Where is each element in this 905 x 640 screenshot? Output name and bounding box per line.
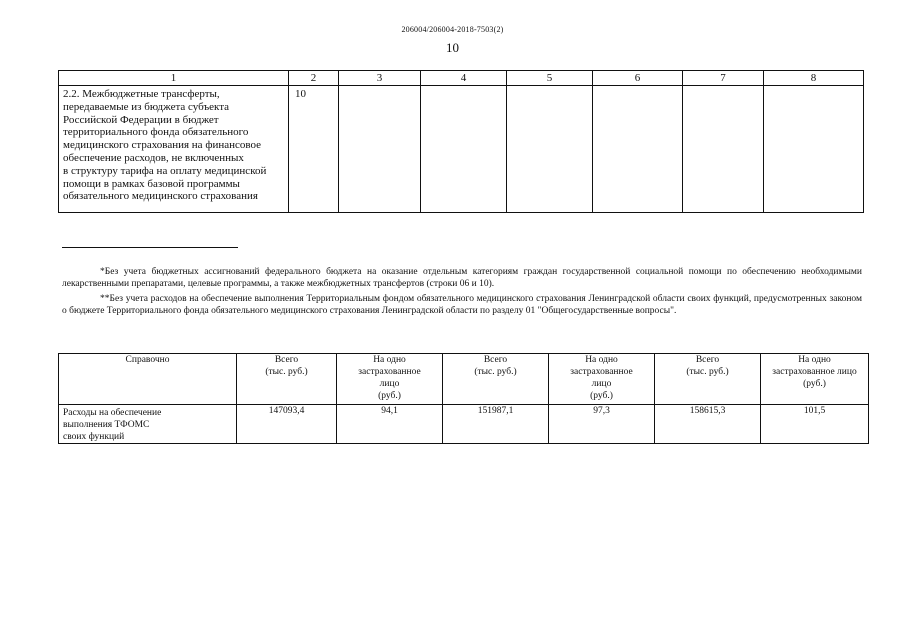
header-line: (руб.) <box>803 379 826 389</box>
table-row <box>59 86 864 213</box>
value-cell: 151987,1 <box>443 405 549 444</box>
reference-header <box>337 354 443 405</box>
header-line: На одно <box>585 355 618 365</box>
label-line: своих функций <box>63 432 125 442</box>
column-header: 8 <box>764 71 864 86</box>
column-header: 2 <box>289 71 339 86</box>
reference-header <box>761 354 869 405</box>
column-header: 1 <box>59 71 289 86</box>
table-cell <box>764 86 864 213</box>
table-cell <box>683 86 764 213</box>
header-line: застрахованное <box>358 367 421 377</box>
header-line: Всего <box>695 355 720 365</box>
header-line: (руб.) <box>378 391 401 401</box>
value-cell: 158615,3 <box>655 405 761 444</box>
footnote-1: *Без учета бюджетных ассигнований федерального бюджета на оказание отдельным категориям граждан государственной социальной помощи по обеспечению необходимыми лекарственными препаратами, целевые программы, а также межбюджетных трансфертов (строки 06 и 10). <box>62 267 862 290</box>
description-line: 2.2. Межбюджетные трансферты, <box>63 88 220 100</box>
column-header: 7 <box>683 71 764 86</box>
header-line: лицо <box>379 379 400 389</box>
header-line: (тыс. руб.) <box>265 367 308 377</box>
header-line: Справочно <box>125 355 170 365</box>
table-cell <box>507 86 593 213</box>
description-line: обеспечение расходов, не включенных <box>63 151 244 164</box>
description-line: медицинского страхования на финансовое <box>63 139 262 152</box>
footnote-divider <box>62 247 238 248</box>
header-line: (тыс. руб.) <box>686 367 729 377</box>
row-code: 10 <box>289 86 339 213</box>
header-line: (тыс. руб.) <box>474 367 517 377</box>
description-line: передаваемые из бюджета субъекта <box>63 100 230 113</box>
table-cell <box>421 86 507 213</box>
header-line: Всего <box>274 355 299 365</box>
reference-data-row <box>59 405 869 444</box>
header-line: застрахованное лицо <box>772 367 857 377</box>
description-line: обязательного медицинского страхования <box>63 190 258 203</box>
footnote-2: **Без учета расходов на обеспечение выполнения Территориальным фондом обязательного медицинского страхования Ленинградской области своих функций, предусмотренных законом о бюджете Территориального фонда обязательного медицинского страхования Ленинградской области по разделу 01 "Общегосударственные вопросы". <box>62 294 862 317</box>
label-line: Расходы на обеспечение <box>63 408 162 418</box>
value-cell: 147093,4 <box>237 405 337 444</box>
reference-header <box>59 354 237 405</box>
header-line: застрахованное <box>570 367 633 377</box>
table-header-row <box>59 71 864 86</box>
reference-header <box>443 354 549 405</box>
header-line: лицо <box>591 379 612 389</box>
column-header: 6 <box>593 71 683 86</box>
table-cell <box>593 86 683 213</box>
column-header: 5 <box>507 71 593 86</box>
reference-header-row <box>59 354 869 405</box>
reference-header <box>655 354 761 405</box>
column-header: 4 <box>421 71 507 86</box>
header-line: (руб.) <box>590 391 613 401</box>
page-number: 10 <box>446 40 459 55</box>
label-line: выполнения ТФОМС <box>63 420 150 430</box>
header-line: Всего <box>483 355 508 365</box>
table-cell <box>339 86 421 213</box>
row-description <box>59 86 289 213</box>
reference-header <box>237 354 337 405</box>
value-cell: 97,3 <box>549 405 655 444</box>
description-line: территориального фонда обязательного <box>63 126 249 139</box>
reference-table <box>58 353 869 444</box>
value-cell: 101,5 <box>761 405 869 444</box>
row-label <box>59 405 237 444</box>
reference-header <box>549 354 655 405</box>
description-line: в структуру тарифа на оплату медицинской <box>63 164 267 177</box>
description-line: помощи в рамках базовой программы <box>63 177 240 190</box>
document-number: 206004/206004-2018-7503(2) <box>401 25 504 34</box>
column-header: 3 <box>339 71 421 86</box>
header-line: На одно <box>373 355 406 365</box>
description-line: Российской Федерации в бюджет <box>63 113 219 126</box>
header-line: На одно <box>798 355 831 365</box>
budget-table <box>58 70 864 213</box>
value-cell: 94,1 <box>337 405 443 444</box>
